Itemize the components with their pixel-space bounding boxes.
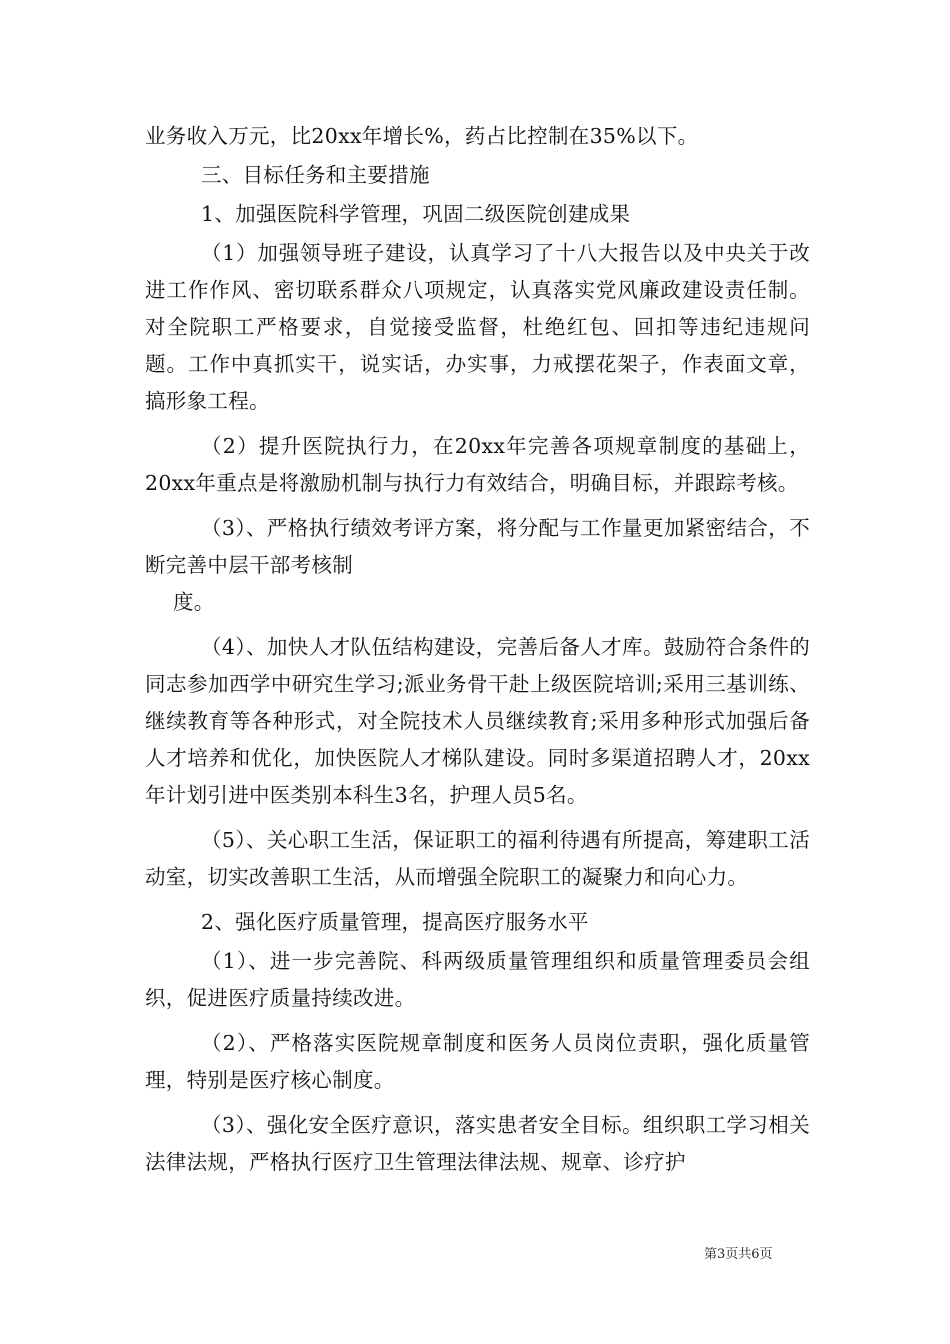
subheading-1: 1、加强医院科学管理，巩固二级医院创建成果 (201, 202, 631, 226)
section-heading-3: 三、目标任务和主要措施 (201, 163, 430, 187)
paragraph-1-3: （3）、严格执行绩效考评方案，将分配与工作量更加紧密结合，不断完善中层干部考核制 (145, 516, 810, 577)
paragraph-1-3-continued: 度。 (173, 590, 215, 614)
document-body (145, 118, 810, 1181)
paragraph-2-3: （3）、强化安全医疗意识，落实患者安全目标。组织职工学习相关法律法规，严格执行医疗卫生管理法律法规、规章、诊疗护 (145, 1113, 810, 1174)
paragraph-1-2: （2）提升医院执行力，在20xx年完善各项规章制度的基础上，20xx年重点是将激励机制与执行力有效结合，明确目标，并跟踪考核。 (145, 434, 810, 495)
paragraph-2-2: （2）、严格落实医院规章制度和医务人员岗位责职，强化质量管理，特别是医疗核心制度。 (145, 1031, 810, 1092)
page-number: 第3页共6页 (704, 1247, 773, 1262)
subheading-2: 2、强化医疗质量管理，提高医疗服务水平 (201, 910, 589, 934)
paragraph-1-1: （1）加强领导班子建设，认真学习了十八大报告以及中央关于改进工作作风、密切联系群众八项规定，认真落实党风廉政建设责任制。对全院职工严格要求，自觉接受监督，杜绝红包、回扣等违纪违规问题。工作中真抓实干，说实话，办实事，力戒摆花架子，作表面文章，搞形象工程。 (145, 241, 810, 413)
paragraph-income-target: 业务收入万元，比20xx年增长%，药占比控制在35%以下。 (145, 124, 699, 148)
paragraph-2-1: （1）、进一步完善院、科两级质量管理组织和质量管理委员会组织，促进医疗质量持续改进。 (145, 949, 810, 1010)
paragraph-1-4: （4）、加快人才队伍结构建设，完善后备人才库。鼓励符合条件的同志参加西学中研究生学习;派业务骨干赴上级医院培训;采用三基训练、继续教育等各种形式，对全院技术人员继续教育;采用多种形式加强后备人才培养和优化，加快医院人才梯队建设。同时多渠道招聘人才，20xx年计划引进中医类别本科生3名，护理人员5名。 (145, 635, 810, 807)
paragraph-1-5: （5）、关心职工生活，保证职工的福利待遇有所提高，筹建职工活动室，切实改善职工生活，从而增强全院职工的凝聚力和向心力。 (145, 828, 810, 889)
